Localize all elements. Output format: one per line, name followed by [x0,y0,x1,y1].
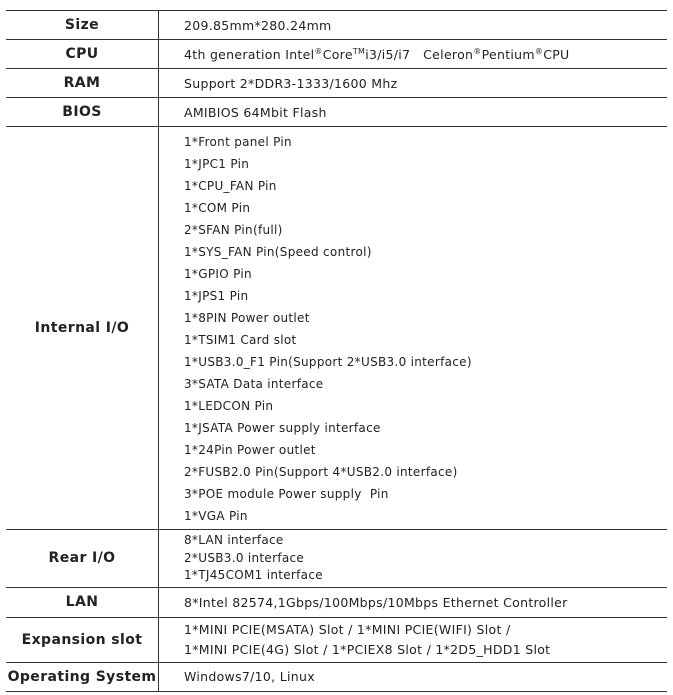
internal-io-item: 1*JPC1 Pin [184,157,250,171]
internal-io-item: 1*LEDCON Pin [184,399,274,413]
internal-io-item: 1*VGA Pin [184,509,248,523]
internal-io-item: 1*Front panel Pin [184,135,292,149]
value-ram: Support 2*DDR3-1333/1600 Mhz [159,69,668,98]
row-rear-io [6,530,667,588]
internal-io-item: 1*JSATA Power supply interface [184,421,381,435]
row-bios [6,98,667,127]
registered-mark: ® [534,46,544,56]
internal-io-item: 1*USB3.0_F1 Pin(Support 2*USB3.0 interface) [184,355,472,369]
value-size: 209.85mm*280.24mm [159,11,668,40]
cpu-text-4: Pentium [481,46,535,62]
value-bios: AMIBIOS 64Mbit Flash [159,98,668,127]
internal-io-item: 1*8PIN Power outlet [184,311,310,325]
label-ram: RAM [6,69,159,98]
row-size [6,11,667,40]
internal-io-item: 2*FUSB2.0 Pin(Support 4*USB2.0 interface) [184,465,458,479]
label-lan: LAN [6,587,159,617]
rear-io-item: 1*TJ45COM1 interface [184,568,323,582]
cpu-text-5: CPU [543,46,570,62]
rear-io-item: 2*USB3.0 interface [184,550,305,565]
internal-io-item: 3*POE module Power supply Pin [184,487,389,501]
label-internal-io: Internal I/O [6,127,159,530]
expansion-line: 1*MINI PCIE(MSATA) Slot / 1*MINI PCIE(WIFI) Slot / [184,621,511,637]
label-operating-system: Operating System [6,662,159,691]
row-lan [6,587,667,617]
cpu-text-3: i3/i5/i7 Celeron [365,46,474,62]
internal-io-item: 1*TSIM1 Card slot [184,333,297,347]
registered-mark: ® [473,46,482,56]
value-internal-io [159,127,668,530]
cpu-text-1: 4th generation Intel [184,46,315,62]
row-operating-system [6,662,667,691]
value-operating-system: Windows7/10, Linux [159,662,668,691]
internal-io-item: 1*JPS1 Pin [184,289,249,303]
row-internal-io [6,127,667,530]
label-cpu: CPU [6,40,159,69]
internal-io-item: 2*SFAN Pin(full) [184,223,283,237]
internal-io-item: 3*SATA Data interface [184,377,324,391]
value-lan: 8*Intel 82574,1Gbps/100Mbps/10Mbps Ethernet Controller [159,587,668,617]
internal-io-item: 1*CPU_FAN Pin [184,179,277,193]
row-expansion-slot [6,617,667,662]
registered-mark: ® [314,46,323,56]
value-expansion-slot [159,617,668,662]
internal-io-item: 1*SYS_FAN Pin(Speed control) [184,245,372,259]
label-bios: BIOS [6,98,159,127]
expansion-line: 1*MINI PCIE(4G) Slot / 1*PCIEX8 Slot / 1*2D5_HDD1 Slot [184,641,551,657]
label-size: Size [6,11,159,40]
label-rear-io: Rear I/O [6,530,159,588]
trademark-mark: TM [352,46,366,56]
cpu-text-2: Core [322,46,353,62]
internal-io-item: 1*24Pin Power outlet [184,443,316,457]
value-rear-io [159,530,668,588]
row-cpu [6,40,667,69]
rear-io-item: 8*LAN interface [184,533,284,547]
internal-io-item: 1*GPIO Pin [184,267,252,281]
spec-table [6,10,667,692]
value-cpu [159,40,668,69]
label-expansion-slot: Expansion slot [6,617,159,662]
row-ram [6,69,667,98]
internal-io-item: 1*COM Pin [184,201,251,215]
